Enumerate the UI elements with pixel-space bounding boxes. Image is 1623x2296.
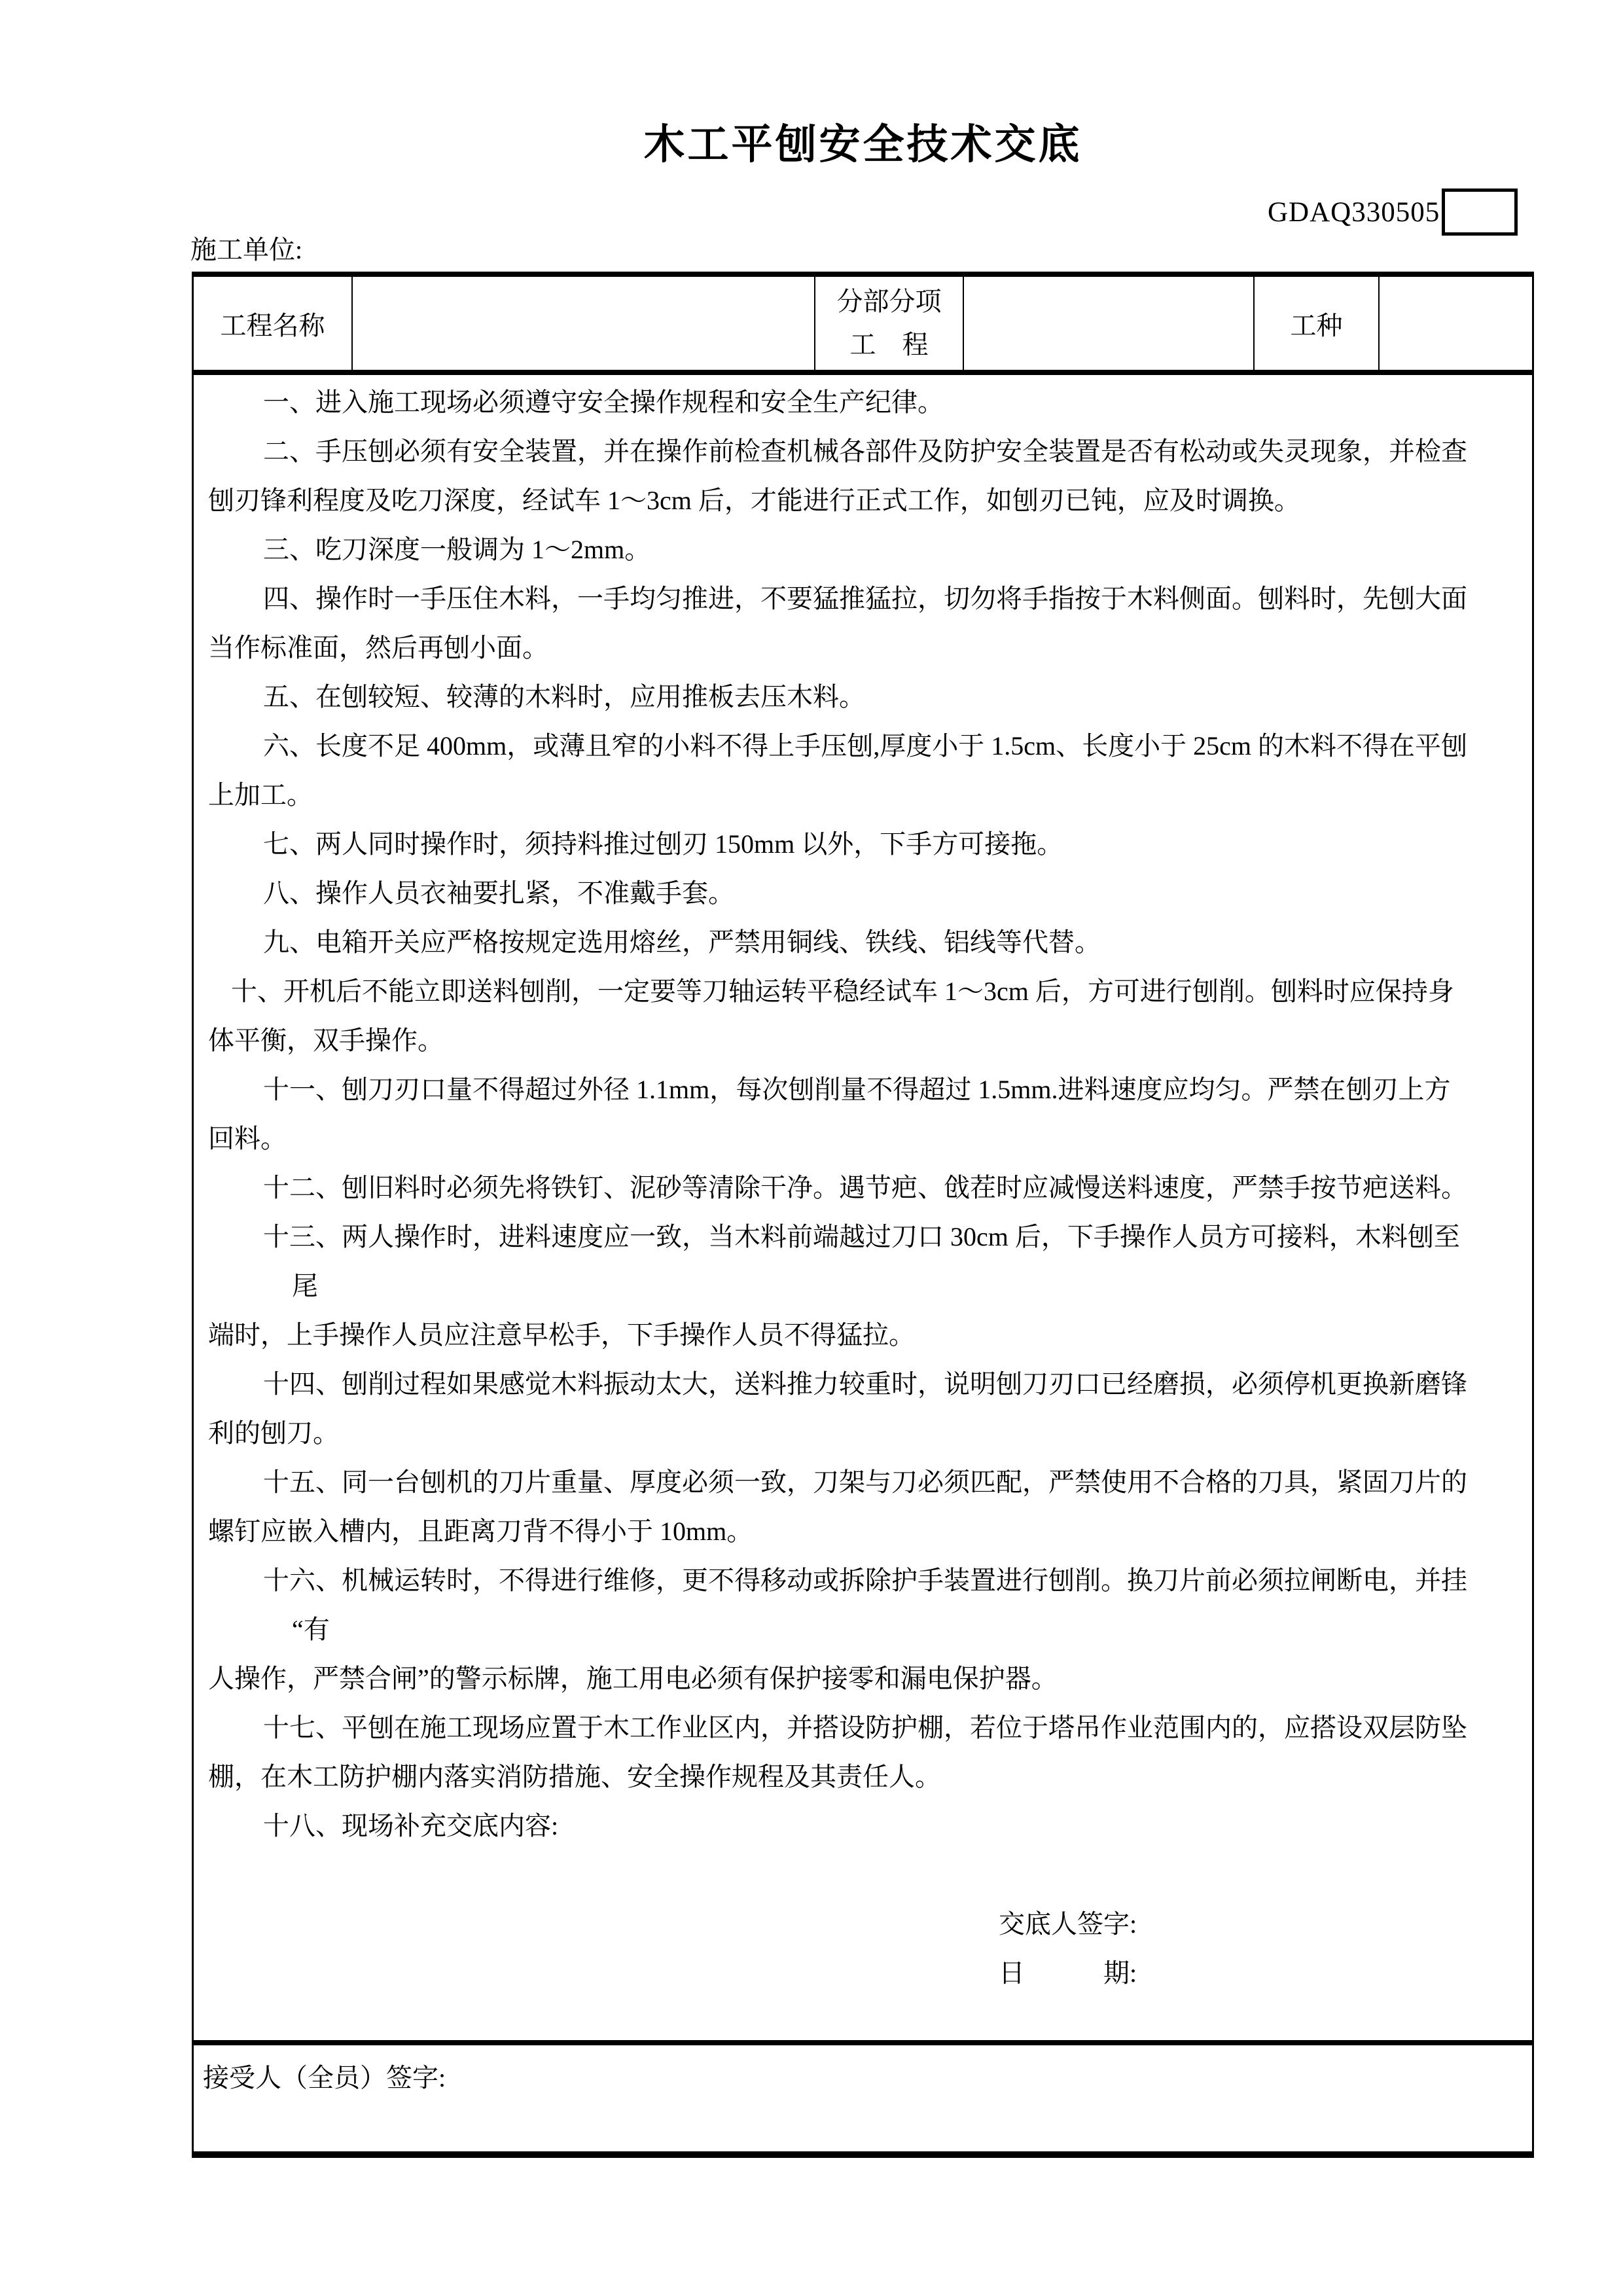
body-line: “有 [292, 1615, 330, 1644]
sub-project-label-line2: 工 程 [849, 330, 929, 359]
body-line: 一、进入施工现场必须遵守安全操作规程和安全生产纪律。 [263, 387, 944, 417]
briefing-form [192, 272, 1534, 2158]
body-line: 端时，上手操作人员应注意早松手，下手操作人员不得猛拉。 [208, 1320, 915, 1350]
body-line: 十六、机械运转时，不得进行维修，更不得移动或拆除护手装置进行刨削。换刀片前必须拉闸断电，并挂 [263, 1566, 1467, 1595]
work-type-label: 工种 [1290, 310, 1343, 340]
body-line: 四、操作时一手压住木料，一手均匀推进，不要猛推猛拉，切勿将手指按于木料侧面。刨料时，先刨大面 [263, 584, 1467, 613]
body-line: 螺钉应嵌入槽内，且距离刀背不得小于 10mm。 [208, 1516, 753, 1546]
body-lines [208, 378, 1520, 1850]
date-label: 日 期: [999, 1958, 1137, 1988]
body-line: 八、操作人员衣袖要扎紧，不准戴手套。 [263, 878, 734, 908]
body-line: 刨刃锋利程度及吃刀深度，经试车 1～3cm 后，才能进行正式工作，如刨刃已钝，应及时调换。 [208, 486, 1300, 515]
construction-unit-label: 施工单位: [190, 235, 303, 264]
body-line: 棚，在木工防护棚内落实消防措施、安全操作规程及其责任人。 [208, 1762, 941, 1791]
body-line: 五、在刨较短、较薄的木料时，应用推板去压木料。 [263, 682, 865, 711]
briefer-signature-label: 交底人签字: [999, 1909, 1137, 1939]
body-line: 体平衡，双手操作。 [208, 1026, 444, 1055]
project-name-value-cell[interactable] [353, 277, 815, 370]
body-line: 三、吃刀深度一般调为 1～2mm。 [263, 535, 651, 564]
form-header-row [194, 277, 1532, 375]
body-line: 人操作，严禁合闸”的警示标牌，施工用电必须有保护接零和漏电保护器。 [208, 1664, 1058, 1693]
body-line: 十四、刨削过程如果感觉木料振动太大，送料推力较重时，说明刨刀刃口已经磨损，必须停机更换新磨锋 [263, 1369, 1467, 1399]
form-body-cell [194, 375, 1532, 2045]
form-code-box[interactable] [1442, 188, 1518, 236]
body-line: 当作标准面，然后再刨小面。 [208, 633, 548, 662]
form-code-row [1268, 188, 1518, 236]
body-line: 十七、平刨在施工现场应置于木工作业区内，并搭设防护棚，若位于塔吊作业范围内的，应搭设双层防坠 [263, 1713, 1467, 1742]
body-line: 六、长度不足 400mm，或薄且窄的小料不得上手压刨,厚度小于 1.5cm、长度小于 25cm 的木料不得在平刨 [263, 731, 1467, 761]
project-name-label: 工程名称 [220, 310, 325, 340]
work-type-value-cell[interactable] [1380, 277, 1532, 370]
body-line: 二、手压刨必须有安全装置，并在操作前检查机械各部件及防护安全装置是否有松动或失灵现象，并检查 [263, 437, 1467, 466]
body-line: 九、电箱开关应严格按规定选用熔丝，严禁用铜线、铁线、铝线等代替。 [263, 927, 1101, 957]
body-line: 十二、刨旧料时必须先将铁钉、泥砂等清除干净。遇节疤、戗茬时应减慢送料速度，严禁手按节疤送料。 [263, 1173, 1467, 1202]
body-line: 七、两人同时操作时，须持料推过刨刃 150mm 以外，下手方可接拖。 [263, 829, 1063, 859]
sub-project-label [837, 280, 942, 367]
work-type-label-cell [1255, 277, 1380, 370]
form-footer-row[interactable] [194, 2045, 1532, 2151]
body-line: 利的刨刀。 [208, 1418, 339, 1448]
project-name-label-cell [194, 277, 353, 370]
body-line: 上加工。 [208, 780, 313, 810]
body-line: 十、开机后不能立即送料刨削，一定要等刀轴运转平稳经试车 1～3cm 后，方可进行刨削。刨料时应保持身 [231, 977, 1454, 1006]
body-line: 回料。 [208, 1124, 287, 1153]
sub-project-label-line1: 分部分项 [836, 287, 942, 316]
receiver-signature-label: 接受人（全员）签字: [203, 2063, 446, 2092]
form-code: GDAQ330505 [1268, 197, 1440, 228]
sub-project-value-cell[interactable] [964, 277, 1255, 370]
body-line: 十八、现场补充交底内容: [263, 1811, 559, 1840]
body-line: 十五、同一台刨机的刀片重量、厚度必须一致，刀架与刀必须匹配，严禁使用不合格的刀具，紧固刀片的 [263, 1467, 1467, 1497]
body-line: 十一、刨刀刃口量不得超过外径 1.1mm，每次刨削量不得超过 1.5mm.进料速度应均匀。严禁在刨刃上方 [263, 1075, 1451, 1104]
body-line: 尾 [292, 1271, 318, 1300]
body-line: 十三、两人操作时，进料速度应一致，当木料前端越过刀口 30cm 后，下手操作人员方可接料，木料刨至 [263, 1222, 1460, 1251]
sub-project-label-cell [815, 277, 964, 370]
doc-title: 木工平刨安全技术交底 [643, 122, 1082, 168]
